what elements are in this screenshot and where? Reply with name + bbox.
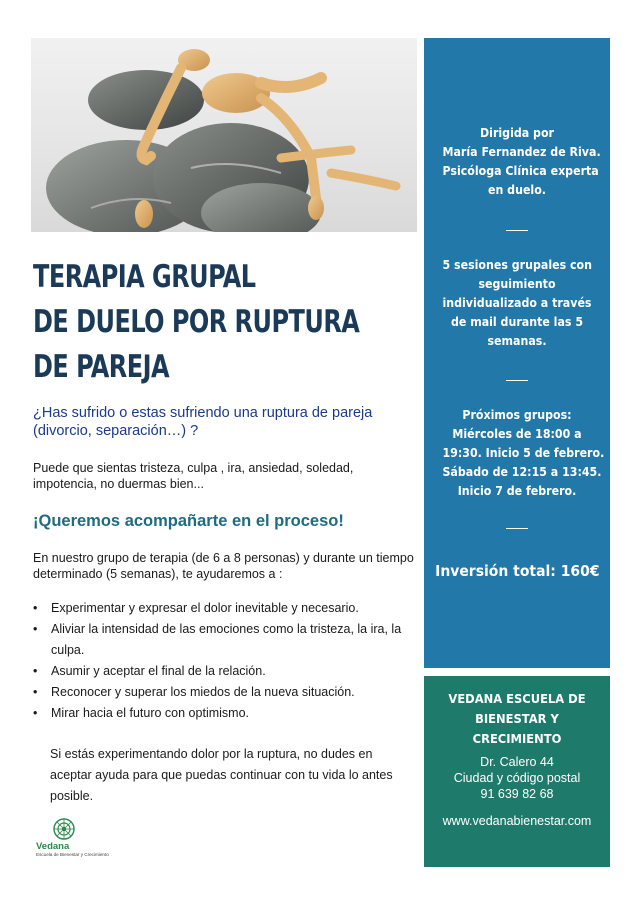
school-name-line: BIENESTAR Y (475, 711, 559, 726)
list-item: • Reconocer y superar los miedos de la nueva situación. (33, 682, 413, 703)
city-text: Ciudad y código postal (453, 771, 581, 785)
title-line: DE DUELO POR RUPTURA (33, 304, 360, 340)
directed-line: Dirigida por (479, 126, 555, 140)
title-line: TERAPIA GRUPAL (33, 259, 256, 295)
logo-name: Vedana (36, 841, 70, 852)
price-value: Inversión total: 160€ (434, 562, 600, 580)
headline-text: ¡Queremos acompañarte en el proceso! (33, 512, 344, 530)
group-description: En nuestro grupo de terapia (de 6 a 8 personas) y durante un tiempo determinado (5 semanas), te ayudaremos a : (33, 551, 414, 581)
mannequin-on-stones-image (31, 38, 417, 232)
list-item: • Aliviar la intensidad de las emociones como la tristeza, la ira, la culpa. (33, 619, 413, 661)
directed-line: Psicóloga Clínica experta (442, 164, 599, 178)
title-line: DE PAREJA (33, 349, 170, 385)
vedana-logo (36, 818, 116, 857)
contact-panel (424, 676, 610, 867)
divider (506, 230, 528, 231)
school-name (432, 689, 602, 749)
question-text: ¿Has sufrido o estas sufriendo una ruptura de pareja (divorcio, separación…) ? (33, 405, 373, 439)
intro-text: Puede que sientas tristeza, culpa , ira, ansiedad, soledad, impotencia, no duermas bien... (33, 461, 354, 491)
sessions-info (436, 256, 598, 351)
mandala-icon (53, 818, 75, 840)
sessions-line: seguimiento (478, 277, 556, 291)
school-name-line: VEDANA ESCUELA DE (448, 691, 586, 706)
website-link[interactable]: www.vedanabienestar.com (442, 814, 592, 828)
phone-text: 91 639 82 68 (480, 787, 554, 801)
info-panel (424, 38, 610, 668)
sessions-line: individualizado a través (442, 296, 592, 310)
closing-text: Si estás experimentando dolor por la ruptura, no dudes en aceptar ayuda para que puedas continuar con tu vida lo antes posible. (50, 747, 393, 803)
page-title (33, 255, 423, 390)
divider (506, 380, 528, 381)
groups-line: Miércoles de 18:00 a (452, 427, 582, 441)
school-name-line: CRECIMIENTO (472, 731, 562, 746)
sessions-line: semanas. (487, 334, 547, 348)
logo-tagline: Escuela de Bienestar y Crecimiento (36, 852, 109, 857)
groups-line: Inicio 7 de febrero. (457, 484, 577, 498)
sessions-line: de mail durante las 5 (450, 315, 584, 329)
benefits-list (33, 598, 413, 724)
hero-photo (31, 38, 417, 232)
list-item: • Experimentar y expresar el dolor inevitable y necesario. (33, 598, 413, 619)
list-item: • Mirar hacia el futuro con optimismo. (33, 703, 413, 724)
divider (506, 528, 528, 529)
sessions-line: 5 sesiones grupales con (442, 258, 593, 272)
groups-line: 19:30. Inicio 5 de febrero. (442, 446, 605, 460)
directed-line: en duelo. (487, 183, 546, 197)
groups-line: Próximos grupos: (462, 408, 572, 422)
price-text (424, 562, 610, 580)
groups-info (436, 406, 605, 501)
directed-line: María Fernandez de Riva. (442, 145, 601, 159)
directed-by (436, 124, 601, 200)
groups-line: Sábado de 12:15 a 13:45. (442, 465, 602, 479)
list-item: • Asumir y aceptar el final de la relación. (33, 661, 413, 682)
address-text: Dr. Calero 44 (480, 755, 554, 769)
